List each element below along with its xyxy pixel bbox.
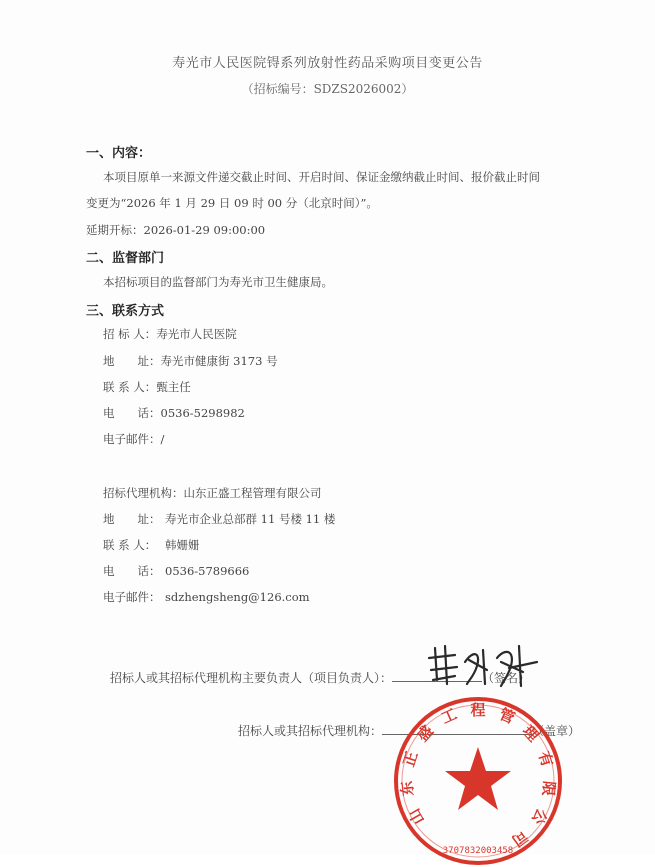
section-heading-contact: 三、联系方式 bbox=[86, 304, 165, 319]
field-value: 山东正盛工程管理有限公司 bbox=[183, 486, 322, 500]
svg-text:山: 山 bbox=[404, 805, 429, 828]
agency-name-row bbox=[103, 485, 322, 501]
company-seal bbox=[392, 695, 564, 867]
field-label: 电子邮件： bbox=[103, 432, 161, 446]
tenderer-email-row bbox=[103, 431, 164, 447]
svg-text:公: 公 bbox=[527, 805, 552, 828]
svg-text:有: 有 bbox=[534, 749, 557, 769]
seal-label: 招标人或其招标代理机构： bbox=[238, 724, 383, 738]
field-value: 0536-5789666 bbox=[165, 564, 250, 578]
delayed-opening-line: 延期开标：2026-01-29 09:00:00 bbox=[86, 223, 266, 237]
tenderer-address-row bbox=[103, 353, 278, 369]
field-label: 地 址： bbox=[103, 354, 161, 368]
tender-number: （招标编号：SDZS2026002） bbox=[241, 82, 414, 96]
svg-text:限: 限 bbox=[538, 780, 559, 797]
svg-text:管: 管 bbox=[496, 704, 518, 728]
agency-contact-row bbox=[103, 537, 200, 553]
field-label: 地 址： bbox=[103, 512, 161, 526]
section-heading-content: 一、内容： bbox=[86, 146, 152, 161]
field-value: 韩姗姗 bbox=[165, 538, 200, 552]
svg-text:程: 程 bbox=[470, 701, 486, 719]
agency-phone-row bbox=[103, 563, 249, 579]
content-paragraph-line1: 本项目原单一来源文件递交截止时间、开启时间、保证金缴纳截止时间、报价截止时间 bbox=[103, 170, 540, 184]
tenderer-name-row bbox=[103, 326, 237, 342]
svg-text:司: 司 bbox=[508, 826, 532, 851]
tenderer-contact-row bbox=[103, 379, 191, 395]
content-paragraph-line2: 变更为“2026 年 1 月 29 日 09 时 00 分（北京时间）”。 bbox=[86, 196, 378, 210]
field-value: 寿光市健康街 3173 号 bbox=[160, 354, 278, 368]
svg-text:盛: 盛 bbox=[413, 721, 437, 746]
field-label: 电子邮件： bbox=[103, 590, 161, 604]
field-label: 招 标 人： bbox=[103, 327, 157, 341]
field-value: 寿光市企业总部群 11 号楼 11 楼 bbox=[165, 512, 336, 526]
handwritten-signature bbox=[425, 640, 545, 690]
field-label: 联 系 人： bbox=[103, 538, 157, 552]
svg-text:工: 工 bbox=[438, 704, 460, 728]
field-value: / bbox=[160, 432, 165, 446]
field-label: 电 话： bbox=[103, 406, 161, 420]
svg-text:3707832003458: 3707832003458 bbox=[442, 846, 514, 856]
field-label: 联 系 人： bbox=[103, 380, 157, 394]
field-value: 寿光市人民医院 bbox=[156, 327, 237, 341]
agency-email-row bbox=[103, 589, 310, 605]
signature-suffix: （签名） bbox=[482, 671, 531, 685]
section-heading-supervision: 二、监督部门 bbox=[86, 251, 165, 266]
document-title: 寿光市人民医院锝系列放射性药品采购项目变更公告 bbox=[172, 56, 483, 71]
field-label: 招标代理机构： bbox=[103, 486, 184, 500]
field-value: 0536-5298982 bbox=[160, 406, 245, 420]
svg-text:东: 东 bbox=[397, 780, 418, 797]
signature-label: 招标人或其招标代理机构主要负责人（项目负责人）： bbox=[110, 671, 393, 685]
supervision-text: 本招标项目的监督部门为寿光市卫生健康局。 bbox=[103, 275, 333, 289]
seal-suffix: （盖章） bbox=[532, 724, 581, 738]
field-value: sdzhengsheng@126.com bbox=[165, 590, 310, 604]
svg-text:理: 理 bbox=[519, 721, 543, 746]
field-value: 甄主任 bbox=[156, 380, 191, 394]
agency-address-row bbox=[103, 511, 335, 527]
svg-text:正: 正 bbox=[399, 749, 422, 769]
field-label: 电 话： bbox=[103, 564, 161, 578]
tenderer-phone-row bbox=[103, 405, 245, 421]
